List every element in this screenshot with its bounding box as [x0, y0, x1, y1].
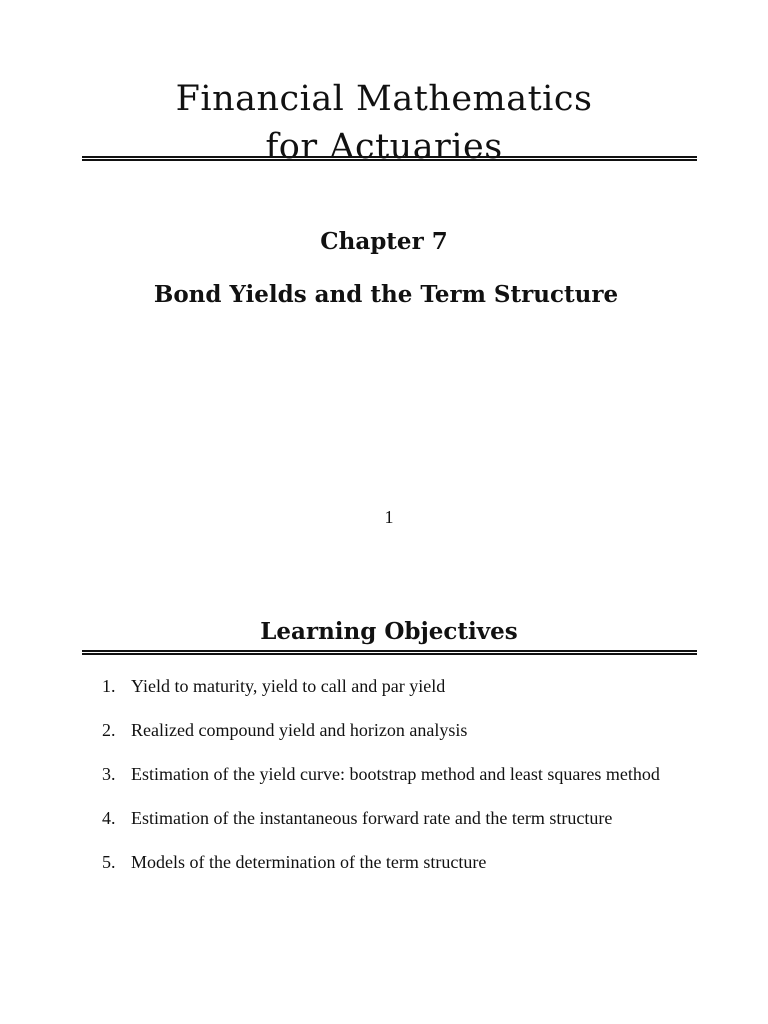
objective-text: Yield to maturity, yield to call and par yield — [131, 676, 446, 696]
objective-number: 3. — [102, 764, 116, 784]
objective-item — [102, 672, 702, 700]
objective-item — [102, 848, 702, 876]
objective-item — [102, 716, 702, 744]
objective-text: Estimation of the yield curve: bootstrap method and least squares method — [131, 764, 660, 784]
chapter-title: Bond Yields and the Term Structure — [153, 281, 619, 308]
objective-number: 4. — [102, 808, 116, 828]
objective-text: Realized compound yield and horizon analysis — [131, 720, 468, 740]
title-divider — [82, 156, 697, 161]
objective-text: Estimation of the instantaneous forward rate and the term structure — [131, 808, 613, 828]
book-title-line-2: for Actuaries — [265, 127, 503, 168]
objective-number: 2. — [102, 720, 116, 740]
learning-objectives-list — [102, 672, 702, 892]
objective-item — [102, 760, 702, 788]
book-title-line-1: Financial Mathematics — [175, 79, 593, 120]
objectives-divider — [82, 650, 697, 655]
objective-number: 5. — [102, 852, 116, 872]
learning-objectives-heading: Learning Objectives — [260, 618, 518, 646]
page-number: 1 — [384, 507, 394, 527]
objective-item — [102, 804, 702, 832]
objective-text: Models of the determination of the term structure — [131, 852, 487, 872]
objective-number: 1. — [102, 676, 116, 696]
chapter-label: Chapter 7 — [320, 228, 448, 255]
